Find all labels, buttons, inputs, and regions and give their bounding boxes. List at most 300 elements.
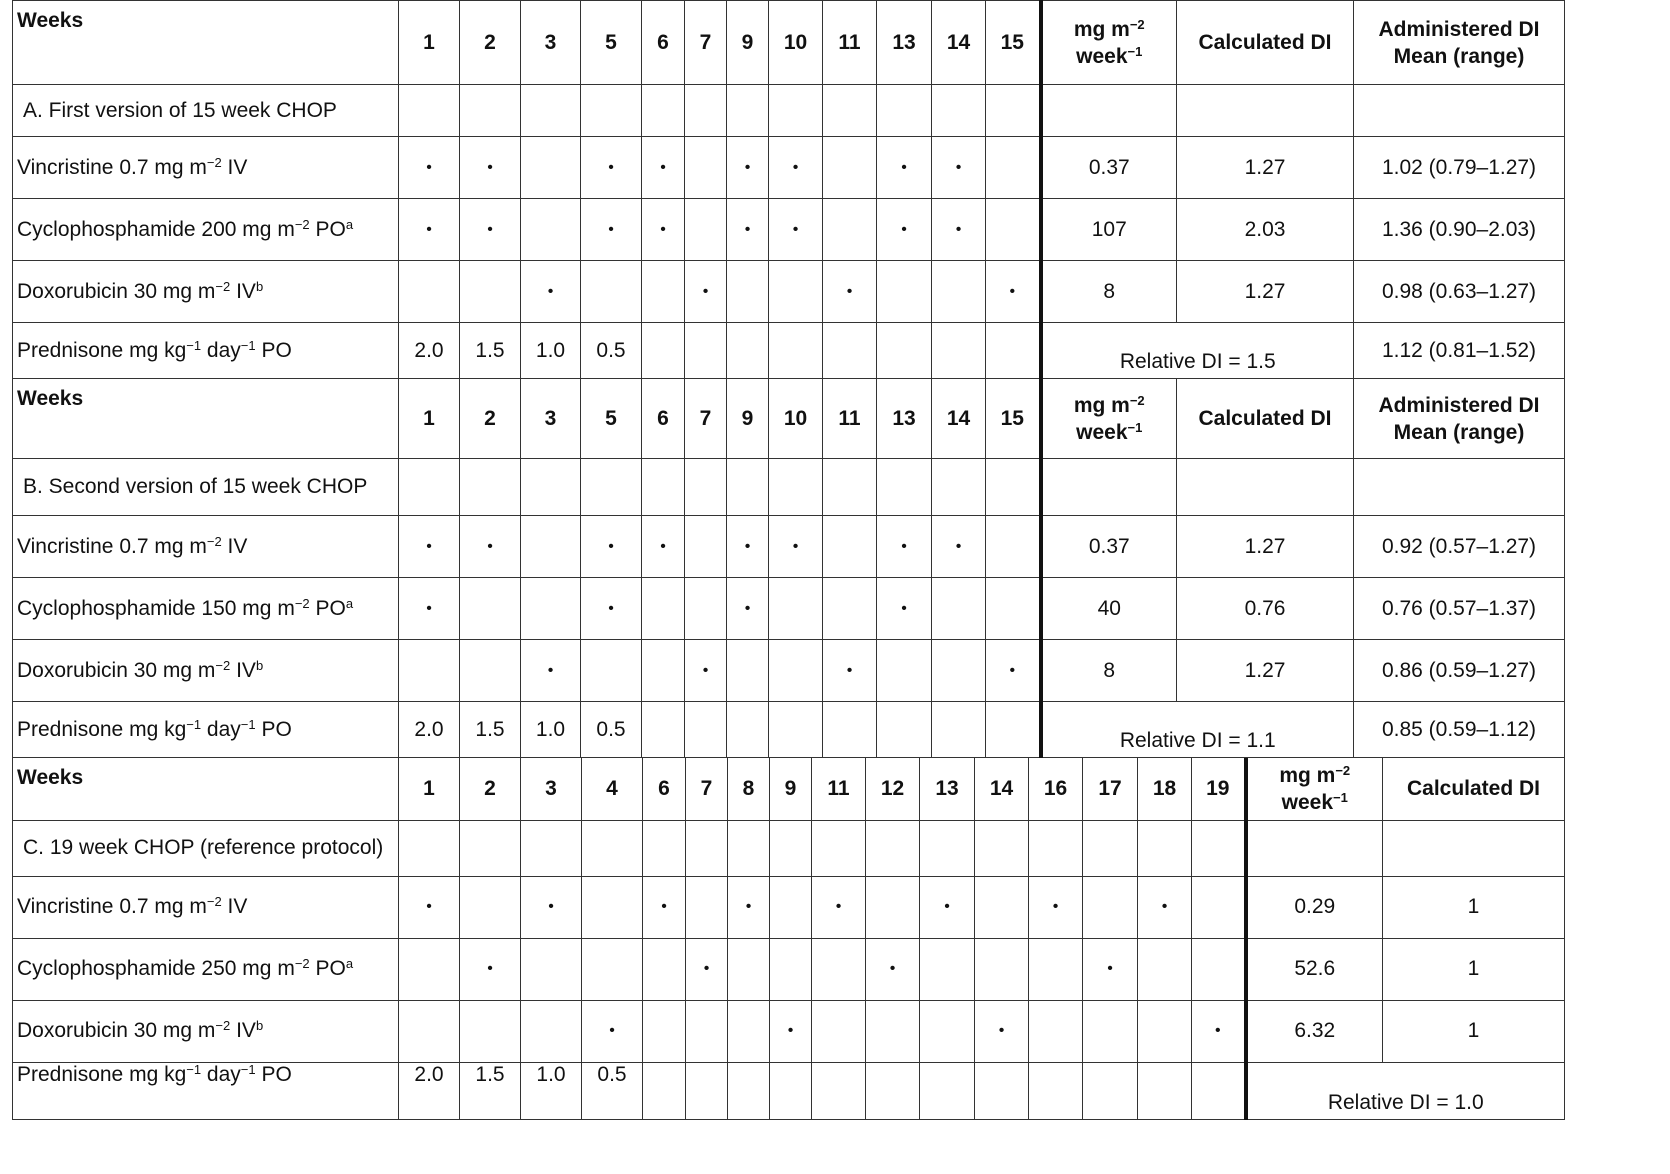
empty-cell <box>823 459 877 516</box>
empty-cell <box>460 459 521 516</box>
dose-dot: • <box>877 199 932 261</box>
footnote-mark: a <box>345 956 354 971</box>
empty-cell <box>582 938 643 1000</box>
dose-dot: • <box>1138 876 1192 938</box>
mg-per-week-value: 0.29 <box>1246 876 1383 938</box>
empty-cell <box>399 85 460 137</box>
empty-cell <box>986 578 1041 640</box>
week-number: 17 <box>1083 758 1138 820</box>
drug-name: Cyclophosphamide 250 mg m <box>17 957 295 980</box>
unit-day: day <box>201 717 241 741</box>
route: IV <box>230 658 256 682</box>
unit-day: day <box>201 1062 241 1086</box>
administered-di-value: 0.98 (0.63–1.27) <box>1354 261 1565 323</box>
empty-cell <box>521 85 581 137</box>
dose-dot: • <box>581 137 642 199</box>
empty-cell <box>1083 1000 1138 1062</box>
dose-dot: • <box>1192 1000 1246 1062</box>
empty-cell <box>877 323 932 379</box>
week-number: 11 <box>812 758 866 820</box>
week-number: 6 <box>643 758 686 820</box>
calculated-di-value: 1.27 <box>1177 640 1354 702</box>
empty-cell <box>643 1000 686 1062</box>
week-number: 4 <box>582 758 643 820</box>
empty-cell <box>685 137 727 199</box>
empty-cell <box>812 938 866 1000</box>
prednisone-name: Prednisone mg kg <box>17 338 187 362</box>
calculated-di-value: 1 <box>1383 1000 1565 1062</box>
empty-cell <box>1041 85 1177 137</box>
calculated-di-header: Calculated DI <box>1383 758 1565 820</box>
dose-dot: • <box>460 516 521 578</box>
empty-cell <box>932 261 986 323</box>
section-title-row <box>13 820 1565 876</box>
drug-name: Doxorubicin 30 mg m <box>17 1019 216 1042</box>
week-number: 1 <box>399 758 460 820</box>
administered-di-header <box>1354 1 1565 85</box>
empty-cell <box>399 820 460 876</box>
relative-di: Relative DI = 1.0 <box>1246 1062 1565 1119</box>
week-number: 1 <box>399 379 460 459</box>
weeks-header <box>13 379 399 459</box>
empty-cell <box>642 640 685 702</box>
empty-cell <box>642 323 685 379</box>
empty-cell <box>1246 820 1383 876</box>
dose-dot: • <box>1029 876 1083 938</box>
calculated-di-value: 2.03 <box>1177 199 1354 261</box>
unit-exponent: −2 <box>1129 392 1145 408</box>
prednisone-dose: 0.5 <box>581 323 642 379</box>
empty-cell <box>1192 876 1246 938</box>
dose-dot: • <box>769 199 823 261</box>
dose-dot: • <box>812 876 866 938</box>
week-number: 7 <box>686 758 728 820</box>
dose-dot: • <box>823 261 877 323</box>
week-number: 12 <box>866 758 920 820</box>
empty-cell <box>975 1062 1029 1119</box>
header-row <box>13 1 1565 85</box>
empty-cell <box>1041 459 1177 516</box>
weeks-header <box>13 758 399 820</box>
empty-cell <box>686 876 728 938</box>
administered-di-value: 1.12 (0.81–1.52) <box>1354 323 1565 379</box>
empty-cell <box>1138 1000 1192 1062</box>
empty-cell <box>920 1062 975 1119</box>
mg-per-week-value: 0.37 <box>1041 516 1177 578</box>
empty-cell <box>1177 85 1354 137</box>
section-title: A. First version of 15 week CHOP <box>13 85 399 137</box>
calculated-di-header: Calculated DI <box>1177 1 1354 85</box>
dose-dot: • <box>932 137 986 199</box>
prednisone-dose: 2.0 <box>399 323 460 379</box>
dose-exponent: −2 <box>294 595 310 611</box>
empty-cell <box>460 876 521 938</box>
route: PO <box>309 596 346 620</box>
empty-cell <box>1138 938 1192 1000</box>
empty-cell <box>460 261 521 323</box>
administered-di-value: 1.36 (0.90–2.03) <box>1354 199 1565 261</box>
prednisone-dose: 0.5 <box>581 702 642 758</box>
unit-exponent: −1 <box>186 716 202 732</box>
dose-dot: • <box>581 578 642 640</box>
empty-cell <box>1383 820 1565 876</box>
weeks-header <box>13 1 399 85</box>
empty-cell <box>685 702 727 758</box>
section-title: B. Second version of 15 week CHOP <box>13 459 399 516</box>
unit-exponent: −1 <box>186 1062 202 1077</box>
week-number: 6 <box>642 379 685 459</box>
empty-cell <box>399 640 460 702</box>
empty-cell <box>769 85 823 137</box>
dose-dot: • <box>642 516 685 578</box>
empty-cell <box>521 578 581 640</box>
empty-cell <box>521 199 581 261</box>
week-number: 11 <box>823 1 877 85</box>
empty-cell <box>521 459 581 516</box>
week-number: 3 <box>521 379 581 459</box>
dose-dot: • <box>686 938 728 1000</box>
dose-dot: • <box>769 516 823 578</box>
administered-di-value: 0.86 (0.59–1.27) <box>1354 640 1565 702</box>
unit-exponent: −1 <box>240 1062 256 1077</box>
week-number: 15 <box>986 379 1041 459</box>
empty-cell <box>770 820 812 876</box>
empty-cell <box>975 938 1029 1000</box>
header-row <box>13 379 1565 459</box>
dose-dot: • <box>877 137 932 199</box>
section-title: C. 19 week CHOP (reference protocol) <box>13 820 399 876</box>
dose-exponent: −2 <box>206 154 222 170</box>
mg-per-week-value: 40 <box>1041 578 1177 640</box>
footnote-mark: b <box>255 657 264 673</box>
empty-cell <box>866 876 920 938</box>
drug-label <box>13 516 399 578</box>
empty-cell <box>877 640 932 702</box>
dose-dot: • <box>975 1000 1029 1062</box>
week-number: 14 <box>975 758 1029 820</box>
week-number: 9 <box>727 1 769 85</box>
empty-cell <box>643 1062 686 1119</box>
week-number: 8 <box>728 758 770 820</box>
empty-cell <box>521 820 582 876</box>
unit-week: week <box>1076 420 1128 444</box>
empty-cell <box>769 578 823 640</box>
empty-cell <box>986 323 1041 379</box>
weeks-label: Weeks <box>17 766 84 789</box>
empty-cell <box>769 261 823 323</box>
week-number: 7 <box>685 1 727 85</box>
section-title-row <box>13 459 1565 516</box>
dose-dot: • <box>399 876 460 938</box>
empty-cell <box>643 820 686 876</box>
week-number: 18 <box>1138 758 1192 820</box>
calculated-di-header: Calculated DI <box>1177 379 1354 459</box>
empty-cell <box>727 85 769 137</box>
week-number: 19 <box>1192 758 1246 820</box>
empty-cell <box>581 261 642 323</box>
drug-row <box>13 199 1565 261</box>
drug-row <box>13 137 1565 199</box>
dose-per-week-header <box>1041 1 1177 85</box>
empty-cell <box>399 261 460 323</box>
prednisone-row <box>13 1062 1565 1119</box>
empty-cell <box>582 820 643 876</box>
week-number: 6 <box>642 1 685 85</box>
empty-cell <box>728 1062 770 1119</box>
week-number: 2 <box>460 1 521 85</box>
dose-dot: • <box>769 137 823 199</box>
week-number: 10 <box>769 1 823 85</box>
drug-name: Doxorubicin 30 mg m <box>17 658 216 682</box>
empty-cell <box>986 85 1041 137</box>
drug-label <box>13 876 399 938</box>
dose-dot: • <box>727 199 769 261</box>
administered-di-value: 0.92 (0.57–1.27) <box>1354 516 1565 578</box>
empty-cell <box>521 938 582 1000</box>
empty-cell <box>1192 938 1246 1000</box>
dose-dot: • <box>521 261 581 323</box>
empty-cell <box>866 1062 920 1119</box>
empty-cell <box>642 702 685 758</box>
empty-cell <box>770 938 812 1000</box>
drug-row <box>13 516 1565 578</box>
week-number: 13 <box>877 1 932 85</box>
empty-cell <box>877 85 932 137</box>
dose-dot: • <box>460 199 521 261</box>
weeks-label: Weeks <box>17 387 84 410</box>
drug-name: Cyclophosphamide 200 mg m <box>17 217 295 241</box>
unit-exponent: −2 <box>1335 762 1351 778</box>
prednisone-dose: 1.0 <box>521 1062 582 1119</box>
dose-dot: • <box>685 261 727 323</box>
empty-cell <box>685 459 727 516</box>
prednisone-label <box>13 1062 399 1119</box>
week-number: 5 <box>581 1 642 85</box>
drug-row <box>13 640 1565 702</box>
empty-cell <box>460 85 521 137</box>
dose-dot: • <box>727 578 769 640</box>
mean-range-label: Mean (range) <box>1393 44 1525 68</box>
prednisone-dose: 2.0 <box>399 1062 460 1119</box>
empty-cell <box>920 938 975 1000</box>
dose-dot: • <box>932 516 986 578</box>
week-number: 14 <box>932 1 986 85</box>
empty-cell <box>685 516 727 578</box>
empty-cell <box>823 137 877 199</box>
week-number: 3 <box>521 758 582 820</box>
administered-di-label: Administered DI <box>1378 17 1540 41</box>
empty-cell <box>685 323 727 379</box>
dose-dot: • <box>399 578 460 640</box>
prednisone-dose: 1.5 <box>460 1062 521 1119</box>
administered-di-label: Administered DI <box>1378 393 1540 417</box>
empty-cell <box>686 1000 728 1062</box>
prednisone-dose: 2.0 <box>399 702 460 758</box>
week-number: 13 <box>877 379 932 459</box>
prednisone-row <box>13 702 1565 758</box>
week-number: 9 <box>770 758 812 820</box>
drug-row <box>13 938 1565 1000</box>
dose-exponent: −2 <box>206 894 222 909</box>
relative-di: Relative DI = 1.1 <box>1041 702 1354 758</box>
empty-cell <box>920 1000 975 1062</box>
drug-label <box>13 261 399 323</box>
route: PO <box>255 1062 292 1086</box>
mean-range-label: Mean (range) <box>1393 420 1525 444</box>
empty-cell <box>685 199 727 261</box>
drug-row <box>13 1000 1565 1062</box>
unit-week: week <box>1076 44 1128 68</box>
dose-per-week-header <box>1041 379 1177 459</box>
dose-dot: • <box>1083 938 1138 1000</box>
footnote-mark: a <box>345 595 354 611</box>
drug-name: Cyclophosphamide 150 mg m <box>17 596 295 620</box>
empty-cell <box>1083 876 1138 938</box>
administered-di-value: 1.02 (0.79–1.27) <box>1354 137 1565 199</box>
empty-cell <box>986 459 1041 516</box>
dose-dot: • <box>643 876 686 938</box>
empty-cell <box>521 516 581 578</box>
empty-cell <box>728 938 770 1000</box>
prednisone-row <box>13 323 1565 379</box>
calculated-di-value: 1 <box>1383 876 1565 938</box>
unit-week: week <box>1281 790 1334 814</box>
mg-per-week-value: 6.32 <box>1246 1000 1383 1062</box>
empty-cell <box>686 820 728 876</box>
route: PO <box>309 957 346 980</box>
empty-cell <box>1029 820 1083 876</box>
empty-cell <box>866 1000 920 1062</box>
mg-per-week-value: 107 <box>1041 199 1177 261</box>
unit-mg-m: mg m <box>1073 393 1130 417</box>
dose-dot: • <box>521 876 582 938</box>
empty-cell <box>1192 820 1246 876</box>
unit-exponent: −1 <box>1333 789 1348 805</box>
route: IV <box>221 895 248 918</box>
dose-exponent: −2 <box>215 657 231 673</box>
week-number: 5 <box>581 379 642 459</box>
week-number: 16 <box>1029 758 1083 820</box>
drug-name: Vincristine 0.7 mg m <box>17 155 207 179</box>
footnote-mark: a <box>345 216 354 232</box>
administered-di-header <box>1354 379 1565 459</box>
section-title-row <box>13 85 1565 137</box>
dose-dot: • <box>727 516 769 578</box>
calculated-di-value: 1 <box>1383 938 1565 1000</box>
administered-di-value: 0.85 (0.59–1.12) <box>1354 702 1565 758</box>
empty-cell <box>769 702 823 758</box>
empty-cell <box>685 578 727 640</box>
week-number: 2 <box>460 758 521 820</box>
empty-cell <box>728 820 770 876</box>
empty-cell <box>521 1000 582 1062</box>
drug-name: Doxorubicin 30 mg m <box>17 279 216 303</box>
drug-label <box>13 1000 399 1062</box>
empty-cell <box>642 578 685 640</box>
mg-per-week-value: 8 <box>1041 640 1177 702</box>
route: IV <box>221 534 248 558</box>
route: IV <box>221 155 248 179</box>
empty-cell <box>932 578 986 640</box>
prednisone-dose: 0.5 <box>582 1062 643 1119</box>
week-number: 10 <box>769 379 823 459</box>
route: PO <box>255 338 292 362</box>
empty-cell <box>920 820 975 876</box>
week-number: 1 <box>399 1 460 85</box>
empty-cell <box>812 1000 866 1062</box>
week-number: 3 <box>521 1 581 85</box>
dose-dot: • <box>866 938 920 1000</box>
dose-exponent: −2 <box>215 1018 231 1033</box>
dose-per-week-header <box>1246 758 1383 820</box>
empty-cell <box>727 640 769 702</box>
empty-cell <box>582 876 643 938</box>
drug-name: Vincristine 0.7 mg m <box>17 534 207 558</box>
empty-cell <box>986 137 1041 199</box>
dose-dot: • <box>932 199 986 261</box>
dose-dot: • <box>399 137 460 199</box>
empty-cell <box>932 459 986 516</box>
empty-cell <box>975 876 1029 938</box>
empty-cell <box>685 85 727 137</box>
dose-dot: • <box>877 578 932 640</box>
footnote-mark: b <box>255 1018 264 1033</box>
empty-cell <box>932 85 986 137</box>
dose-dot: • <box>642 199 685 261</box>
drug-label <box>13 137 399 199</box>
calculated-di-value: 1.27 <box>1177 137 1354 199</box>
unit-exponent: −1 <box>1127 419 1143 435</box>
dose-dot: • <box>521 640 581 702</box>
empty-cell <box>986 516 1041 578</box>
drug-label <box>13 938 399 1000</box>
empty-cell <box>975 820 1029 876</box>
empty-cell <box>823 578 877 640</box>
empty-cell <box>1029 1062 1083 1119</box>
empty-cell <box>581 640 642 702</box>
drug-row <box>13 261 1565 323</box>
footnote-mark: b <box>255 278 264 294</box>
drug-label <box>13 578 399 640</box>
empty-cell <box>1029 938 1083 1000</box>
dose-dot: • <box>460 137 521 199</box>
empty-cell <box>728 1000 770 1062</box>
empty-cell <box>460 1000 521 1062</box>
empty-cell <box>1083 820 1138 876</box>
calculated-di-value: 0.76 <box>1177 578 1354 640</box>
empty-cell <box>1138 820 1192 876</box>
empty-cell <box>932 702 986 758</box>
unit-exponent: −1 <box>240 716 256 732</box>
prednisone-label <box>13 702 399 758</box>
empty-cell <box>932 640 986 702</box>
empty-cell <box>1354 85 1565 137</box>
prednisone-dose: 1.0 <box>521 323 581 379</box>
dose-exponent: −2 <box>206 533 222 549</box>
dose-dot: • <box>399 516 460 578</box>
empty-cell <box>823 516 877 578</box>
empty-cell <box>460 578 521 640</box>
empty-cell <box>727 261 769 323</box>
week-number: 9 <box>727 379 769 459</box>
empty-cell <box>866 820 920 876</box>
empty-cell <box>986 199 1041 261</box>
empty-cell <box>823 199 877 261</box>
empty-cell <box>769 323 823 379</box>
table-19-week-chop <box>12 758 1565 1120</box>
administered-di-value: 0.76 (0.57–1.37) <box>1354 578 1565 640</box>
week-number: 2 <box>460 379 521 459</box>
